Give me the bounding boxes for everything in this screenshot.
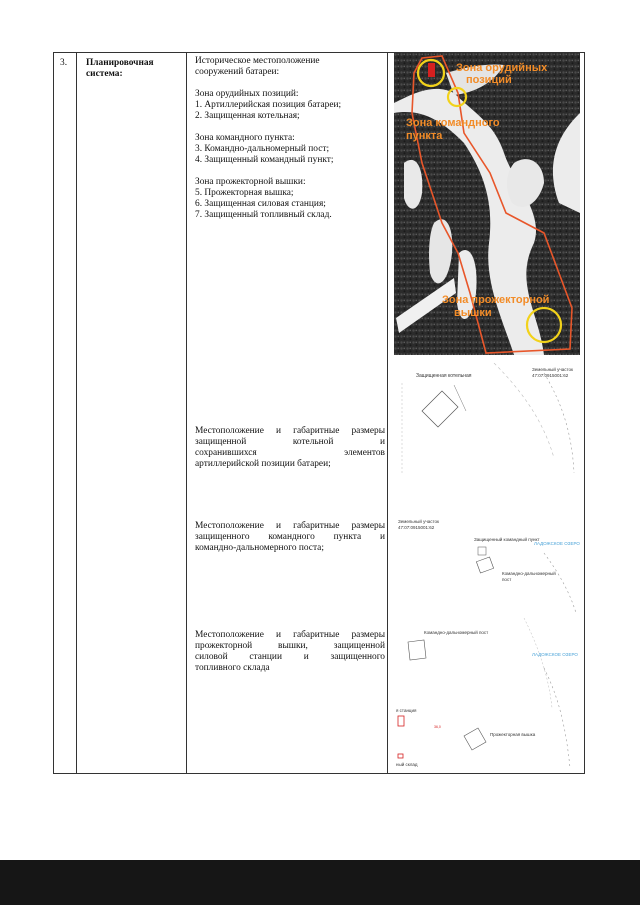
searchlight-location-text [195,630,385,674]
zone-searchlight-label-2: вышки [454,307,492,319]
document-table [53,52,585,774]
text-line: 1. Артиллерийская позиция батареи; [195,100,342,110]
plan-label: 47:07:0915001:62 [532,373,569,378]
text-line: сохранившихся элементов [195,448,385,458]
plan-label: Защищенный командный пункт [474,537,540,542]
boiler-location-text [195,426,385,470]
text-line: Местоположение и габаритные размеры [195,426,385,436]
zone-searchlight-label: Зона прожекторной [442,294,550,306]
plan-label: Защищенная котельная [416,373,472,379]
text-line: прожекторной вышки, защищенной [195,641,385,651]
searchlight-plan-image [394,618,580,768]
plan-label: Прожекторная вышка [490,732,536,737]
command-post-location-text [195,521,385,554]
zone-guns-label: Зона орудийных [456,62,548,74]
plan-label: я станция [396,708,417,713]
text-line: силовой станции и защищенного [195,652,385,662]
section-title: Планировочная система: [86,58,154,79]
text-line: Зона орудийных позиций: [195,89,299,99]
text-line: 3. Командно-дальномерный пост; [195,144,330,154]
plan-label: ЛАДОЖСКОЕ ОЗЕРО [534,541,580,546]
text-line: защищенного командного пункта и [195,532,385,542]
plan-label: ЛАДОЖСКОЕ ОЗЕРО [532,652,578,657]
zone-command-label: Зона командного [406,117,500,129]
text-line: Местоположение и габаритные размеры [195,521,385,531]
plan-label: Командно-дальномерный пост [424,630,489,635]
text-line: 2. Защищенная котельная; [195,111,300,121]
row-number: 3. [60,58,68,68]
command-post-plan-image [394,493,580,613]
boiler-plan-image [394,363,580,483]
text-line: Зона командного пункта: [195,133,295,143]
text-line: артиллерийской позиции батареи; [195,459,331,469]
column-divider [76,53,77,773]
text-line: 7. Защищенный топливный склад. [195,210,332,220]
plan-label: 47:07:0915001:62 [398,525,435,530]
text-line: командно-дальномерного поста; [195,543,324,553]
text-line: сооружений батареи: [195,67,280,77]
historical-location-text [195,56,385,221]
zone-guns-label-2: позиций [466,74,512,86]
plan-label: Командно-дальномерный [502,571,556,576]
text-line: защищенной котельной и [195,437,385,447]
text-line: Зона прожекторной вышки: [195,177,306,187]
svg-text:36,0: 36,0 [434,725,441,729]
plan-label: пост [502,577,512,582]
plan-label: Земельный участок [398,519,439,524]
text-line: 6. Защищенная силовая станция; [195,199,326,209]
text-line: Местоположение и габаритные размеры [195,630,385,640]
scanner-border [0,860,640,905]
text-line: топливного склада [195,663,270,673]
text-line: 5. Прожекторная вышка; [195,188,294,198]
column-divider [186,53,187,773]
text-line: Историческое местоположение [195,56,320,66]
plan-label: ный склад [396,762,418,767]
aerial-map-image [394,53,580,355]
column-divider [387,53,388,773]
plan-label: Земельный участок [532,367,573,372]
text-line: 4. Защищенный командный пункт; [195,155,334,165]
zone-command-label-2: пункта [406,130,443,142]
